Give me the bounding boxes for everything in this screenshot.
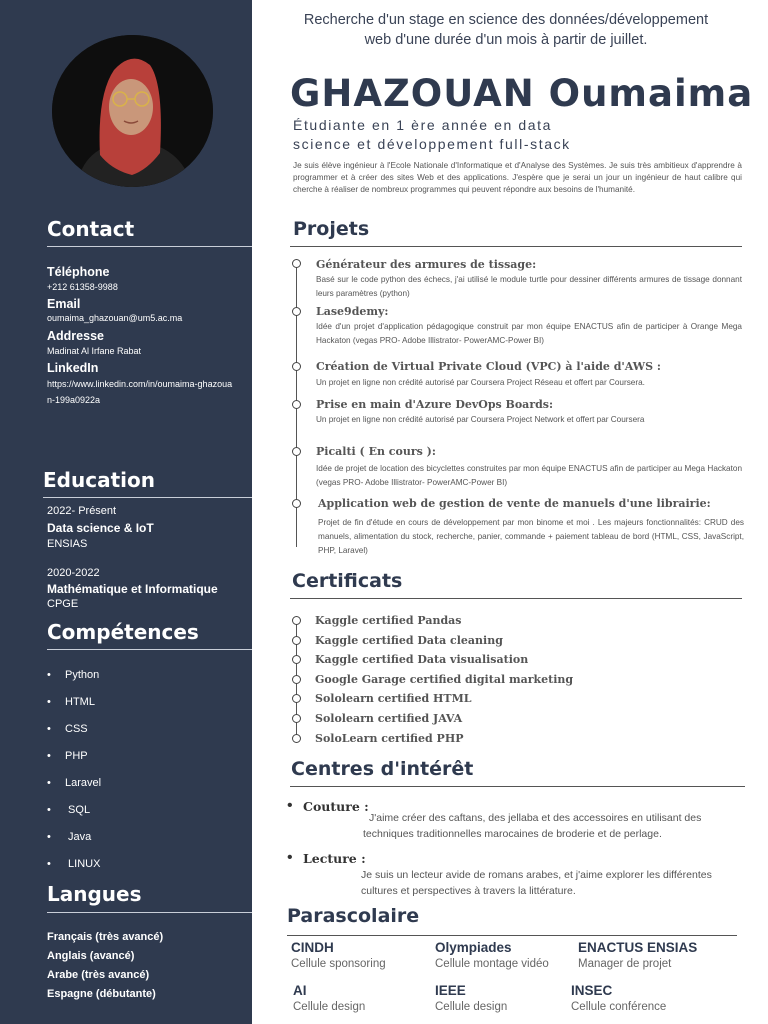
activity-role: Cellule sponsoring [291, 958, 386, 970]
languages-heading: Langues [47, 882, 142, 906]
certificate-item: Kaggle certified Pandas [315, 614, 462, 627]
projects-heading: Projets [293, 218, 370, 240]
timeline-dot [292, 675, 301, 684]
skill-item: • Java [47, 822, 101, 849]
activity-org: INSEC [571, 983, 613, 998]
activity-org: CINDH [291, 940, 334, 955]
role-title [293, 116, 571, 154]
parascolaire-divider [287, 935, 737, 936]
interests-divider [290, 786, 745, 787]
project-description: Basé sur le code python des échecs, j'ai utilisé le module turtle pour dessiner différents armures de tissage donnant leurs paramètres (python) [316, 275, 742, 298]
timeline-dot [292, 447, 301, 456]
role-line: science et développement full-stack [293, 136, 571, 152]
skill-item: • Python [47, 660, 101, 687]
skill-item: • SQL [47, 795, 101, 822]
activity-org: ENACTUS ENSIAS [578, 940, 698, 955]
education-school: CPGE [47, 598, 79, 610]
education-divider [43, 497, 252, 498]
interest-title: Lecture : [303, 851, 366, 866]
timeline-dot [292, 694, 301, 703]
education-degree: Data science & IoT [47, 521, 154, 535]
project-description: Projet de fin d'étude en cours de développement par mon binome et moi . Les majeurs fonctionnalités: CRUD des manuels, alimentation du stock, recherche, panier, commande + paiement tableau de bord (HTML, CSS, JavaScript, PHP, Laravel) [318, 518, 744, 555]
project-title: Application web de gestion de vente de manuels d'une librairie: [318, 497, 711, 510]
skill-item: • LINUX [47, 849, 101, 876]
timeline-dot [292, 259, 301, 268]
interests-heading: Centres d'intérêt [291, 758, 474, 780]
contact-divider [47, 246, 252, 247]
email-value[interactable]: oumaima_ghazouan@um5.ac.ma [47, 313, 183, 323]
activity-role: Manager de projet [578, 958, 672, 970]
project-title: Prise en main d'Azure DevOps Boards: [316, 398, 554, 411]
skill-item: • CSS [47, 714, 101, 741]
bullet-icon: • [287, 797, 293, 814]
timeline-dot [292, 636, 301, 645]
role-line: Étudiante en 1 ère année en data [293, 117, 553, 133]
certificate-item: Kaggle certified Data cleaning [315, 634, 503, 647]
languages-divider [47, 912, 252, 913]
certificats-heading: Certificats [292, 570, 403, 592]
interest-title: Couture : [303, 799, 369, 814]
education-degree: Mathématique et Informatique [47, 582, 218, 596]
project-description: Un projet en ligne non crédité autorisé par Coursera Project Réseau et offert par Coursera. [316, 378, 645, 387]
candidate-name: GHAZOUAN Oumaima [290, 72, 754, 115]
parascolaire-heading: Parascolaire [287, 905, 420, 927]
skill-item: • PHP [47, 741, 101, 768]
timeline-dot [292, 362, 301, 371]
skill-item: • Laravel [47, 768, 101, 795]
certificate-item: Kaggle certified Data visualisation [315, 653, 529, 666]
skill-item: • HTML [47, 687, 101, 714]
certificats-divider [290, 598, 742, 599]
profile-photo [52, 35, 213, 187]
timeline-dot [292, 616, 301, 625]
language-item: Anglais (avancé) [47, 950, 135, 962]
project-description: Un projet en ligne non crédité autorisé par Coursera Project Network et offert par Coursera [316, 415, 645, 424]
project-description: Idée d'un projet d'application pédagogique construit par mon équipe ENACTUS afin de participer à Orange Mega Hackaton (vegas PRO- Adobe Illistrator- PowerAMC-Power BI) [316, 322, 742, 345]
timeline-dot [292, 499, 301, 508]
address-label: Addresse [47, 329, 104, 343]
project-description: Idée de projet de location des bicyclettes construites par mon équipe ENACTUS afin de participer au Mega Hackaton (vegas PRO- Adobe Illistrator- PowerAMC-Power BI) [316, 464, 742, 487]
activity-org: Olympiades [435, 940, 512, 955]
activity-role: Cellule montage vidéo [435, 958, 549, 970]
education-heading: Education [43, 468, 155, 492]
projects-divider [290, 246, 742, 247]
timeline-dot [292, 734, 301, 743]
interest-description: Je suis un lecteur avide de romans arabes, et j'aime explorer les différentes cultures et perspectives à travers la littérature. [361, 869, 712, 897]
contact-heading: Contact [47, 217, 135, 241]
education-school: ENSIAS [47, 538, 88, 550]
activity-role: Cellule design [293, 1001, 366, 1013]
linkedin-link[interactable]: https://www.linkedin.com/in/oumaima-ghazouan-199a0922a [47, 379, 233, 405]
activity-role: Cellule conférence [571, 1001, 667, 1013]
activity-role: Cellule design [435, 1001, 508, 1013]
timeline-dot [292, 307, 301, 316]
skills-heading: Compétences [47, 620, 199, 644]
certificate-item: Sololearn certified HTML [315, 692, 472, 705]
education-period: 2020-2022 [47, 567, 100, 579]
activity-org: AI [293, 983, 307, 998]
phone-label: Téléphone [47, 265, 110, 279]
timeline-dot [292, 714, 301, 723]
bullet-icon: • [287, 849, 293, 866]
avatar-illustration [52, 35, 213, 187]
project-title: Picalti ( En cours ): [316, 445, 436, 458]
language-item: Arabe (très avancé) [47, 969, 150, 981]
linkedin-label: LinkedIn [47, 361, 99, 375]
project-title: Lase9demy: [316, 305, 389, 318]
skills-divider [47, 649, 252, 650]
interest-description: J'aime créer des caftans, des jellaba et des accessoires en utilisant des techniques traditionnelles marocaines de broderie et de perlage. [363, 812, 702, 840]
project-title: Générateur des armures de tissage: [316, 258, 537, 271]
activity-org: IEEE [435, 983, 466, 998]
certificate-item: Google Garage certified digital marketing [315, 673, 574, 686]
timeline-dot [292, 400, 301, 409]
address-value: Madinat Al Irfane Rabat [47, 346, 142, 356]
summary-text: Je suis élève ingénieur à l'Ecole Nationale d'Informatique et d'Analyse des Systèmes. Je suis très ambitieux d'apprendre à programmer et à créer des sites Web et des applications. J'espère que je serai un jour un ingénieur de haut calibre qui cherche à réaliser de nombreux programmes qui peuvent répondre aux besoins de l'humanité. [293, 161, 742, 194]
objective-text: Recherche d'un stage en science des données/développement web d'une durée d'un mois à partir de juillet. [303, 12, 709, 48]
language-item: Français (très avancé) [47, 931, 164, 943]
certificate-item: Sololearn certified JAVA [315, 712, 463, 725]
certificate-item: SoloLearn certified PHP [315, 732, 464, 745]
project-title: Création de Virtual Private Cloud (VPC) à l'aide d'AWS : [316, 360, 661, 373]
timeline-dot [292, 655, 301, 664]
skills-list [47, 660, 101, 876]
phone-value: +212 61358-9988 [47, 282, 118, 292]
sidebar [0, 0, 252, 1024]
language-item: Espagne (débutante) [47, 988, 156, 1000]
email-label: Email [47, 297, 81, 311]
education-period: 2022- Présent [47, 505, 117, 517]
